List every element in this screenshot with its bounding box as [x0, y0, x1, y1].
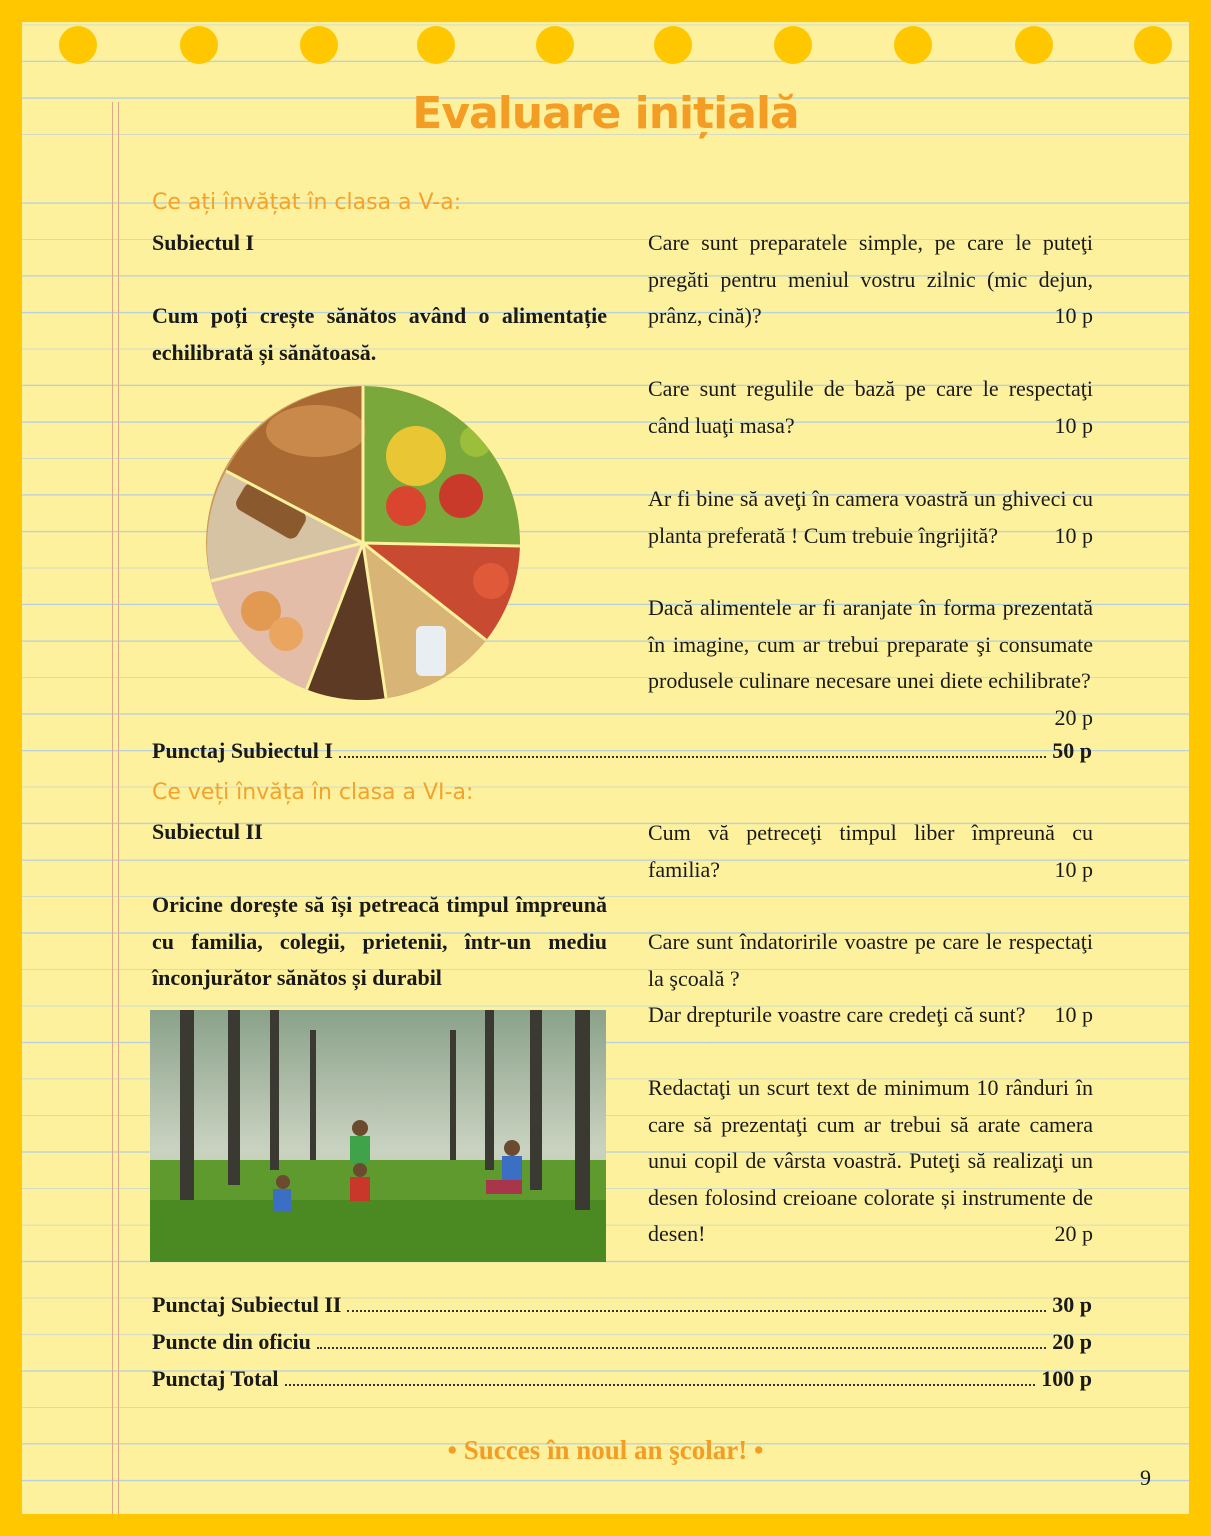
score-official-points: [152, 1329, 1092, 1359]
score-subject-2: [152, 1292, 1092, 1322]
score-label: Punctaj Subiectul I: [152, 738, 333, 763]
subject-2-label: Subiectul II: [152, 819, 263, 844]
question-2-1: [648, 815, 1093, 888]
question-2-2: [648, 924, 1093, 1034]
question-text: Dacă alimentele ar fi aranjate în forma prezentată în imagine, cum ar trebui preparate şi consumate produsele culinare necesare unei diete echilibrate?: [648, 595, 1093, 693]
question-points: 10 p: [1054, 303, 1093, 328]
dotted-leader: [285, 1384, 1036, 1386]
question-points: 20 p: [1054, 704, 1093, 730]
score-label: Punctaj Total: [152, 1366, 279, 1391]
page-number: 9: [1140, 1465, 1151, 1490]
question-1-2: [648, 371, 1093, 444]
score-value: 30 p: [1052, 1292, 1092, 1317]
dotted-leader: [317, 1347, 1046, 1349]
binder-hole: [1134, 26, 1172, 64]
score-label: Punctaj Subiectul II: [152, 1292, 342, 1317]
score-subject-1: [152, 738, 1092, 768]
margin-line: [112, 102, 113, 1514]
score-label: Puncte din oficiu: [152, 1329, 311, 1354]
food-pie-plate-image: [206, 386, 520, 700]
margin-line: [118, 102, 119, 1514]
question-points: 10 p: [1054, 856, 1093, 882]
question-points: 10 p: [1054, 522, 1093, 548]
children-playing-forest-photo: [150, 1010, 606, 1262]
question-text: Care sunt preparatele simple, pe care le puteţi pregăti pentru meniul vostru zilnic (mic dejun, prânz, cină)?: [648, 230, 1093, 328]
binder-hole: [417, 26, 455, 64]
score-total: [152, 1366, 1092, 1396]
food-pie-plate-icon: [206, 386, 520, 700]
subject-1-intro: Cum poți crește sănătos având o alimentație echilibrată și sănătoasă.: [152, 303, 607, 365]
question-1-1: [648, 225, 1093, 335]
question-points: 10 p: [1054, 412, 1093, 438]
question-1-3: [648, 481, 1093, 554]
binder-hole: [654, 26, 692, 64]
question-text: Cum vă petreceţi timpul liber împreună cu familia?: [648, 820, 1093, 882]
question-text: Care sunt regulile de bază pe care le respectaţi când luaţi masa?: [648, 376, 1093, 438]
binder-hole: [180, 26, 218, 64]
question-text: Ar fi bine să aveţi în camera voastră un ghiveci cu planta preferată ! Cum trebuie îngrijită?: [648, 486, 1093, 548]
section-heading-1: Ce ați învățat în clasa a V-a:: [152, 190, 462, 215]
score-value: 100 p: [1041, 1366, 1092, 1391]
binder-hole: [774, 26, 812, 64]
question-text: Redactaţi un scurt text de minimum 10 rânduri în care să prezentaţi cum ar trebui să arate camera unui copil de vârsta voastră. Puteţi să realizaţi un desen folosind creioane colorate și instrumente de desen!: [648, 1075, 1093, 1246]
question-points: 10 p: [1054, 1002, 1093, 1027]
question-text: Care sunt îndatoririle voastre pe care le respectaţi la şcoală ?: [648, 929, 1093, 991]
question-points: 20 p: [1054, 1221, 1093, 1246]
score-value: 50 p: [1052, 738, 1092, 763]
question-1-4: [648, 590, 1093, 736]
binder-hole: [1015, 26, 1053, 64]
dotted-leader: [339, 756, 1046, 758]
dotted-leader: [347, 1310, 1046, 1312]
binder-hole: [59, 26, 97, 64]
question-text-2: Dar drepturile voastre care credeţi că sunt?: [648, 1002, 1026, 1027]
subject-1-label: Subiectul I: [152, 230, 255, 255]
forest-photo-icon: [150, 1010, 606, 1262]
subject-2-intro: Oricine dorește să își petreacă timpul împreună cu familia, colegii, prietenii, într-un mediu înconjurător sănătos și durabil: [152, 892, 607, 990]
page-title: Evaluare inițială: [412, 88, 799, 139]
score-value: 20 p: [1052, 1329, 1092, 1354]
section-heading-2: Ce veți învăța în clasa a VI-a:: [152, 780, 474, 805]
footer-message: • Succes în noul an şcolar! •: [447, 1435, 764, 1465]
question-2-3: [648, 1070, 1093, 1253]
binder-hole: [536, 26, 574, 64]
binder-hole: [300, 26, 338, 64]
binder-hole: [894, 26, 932, 64]
